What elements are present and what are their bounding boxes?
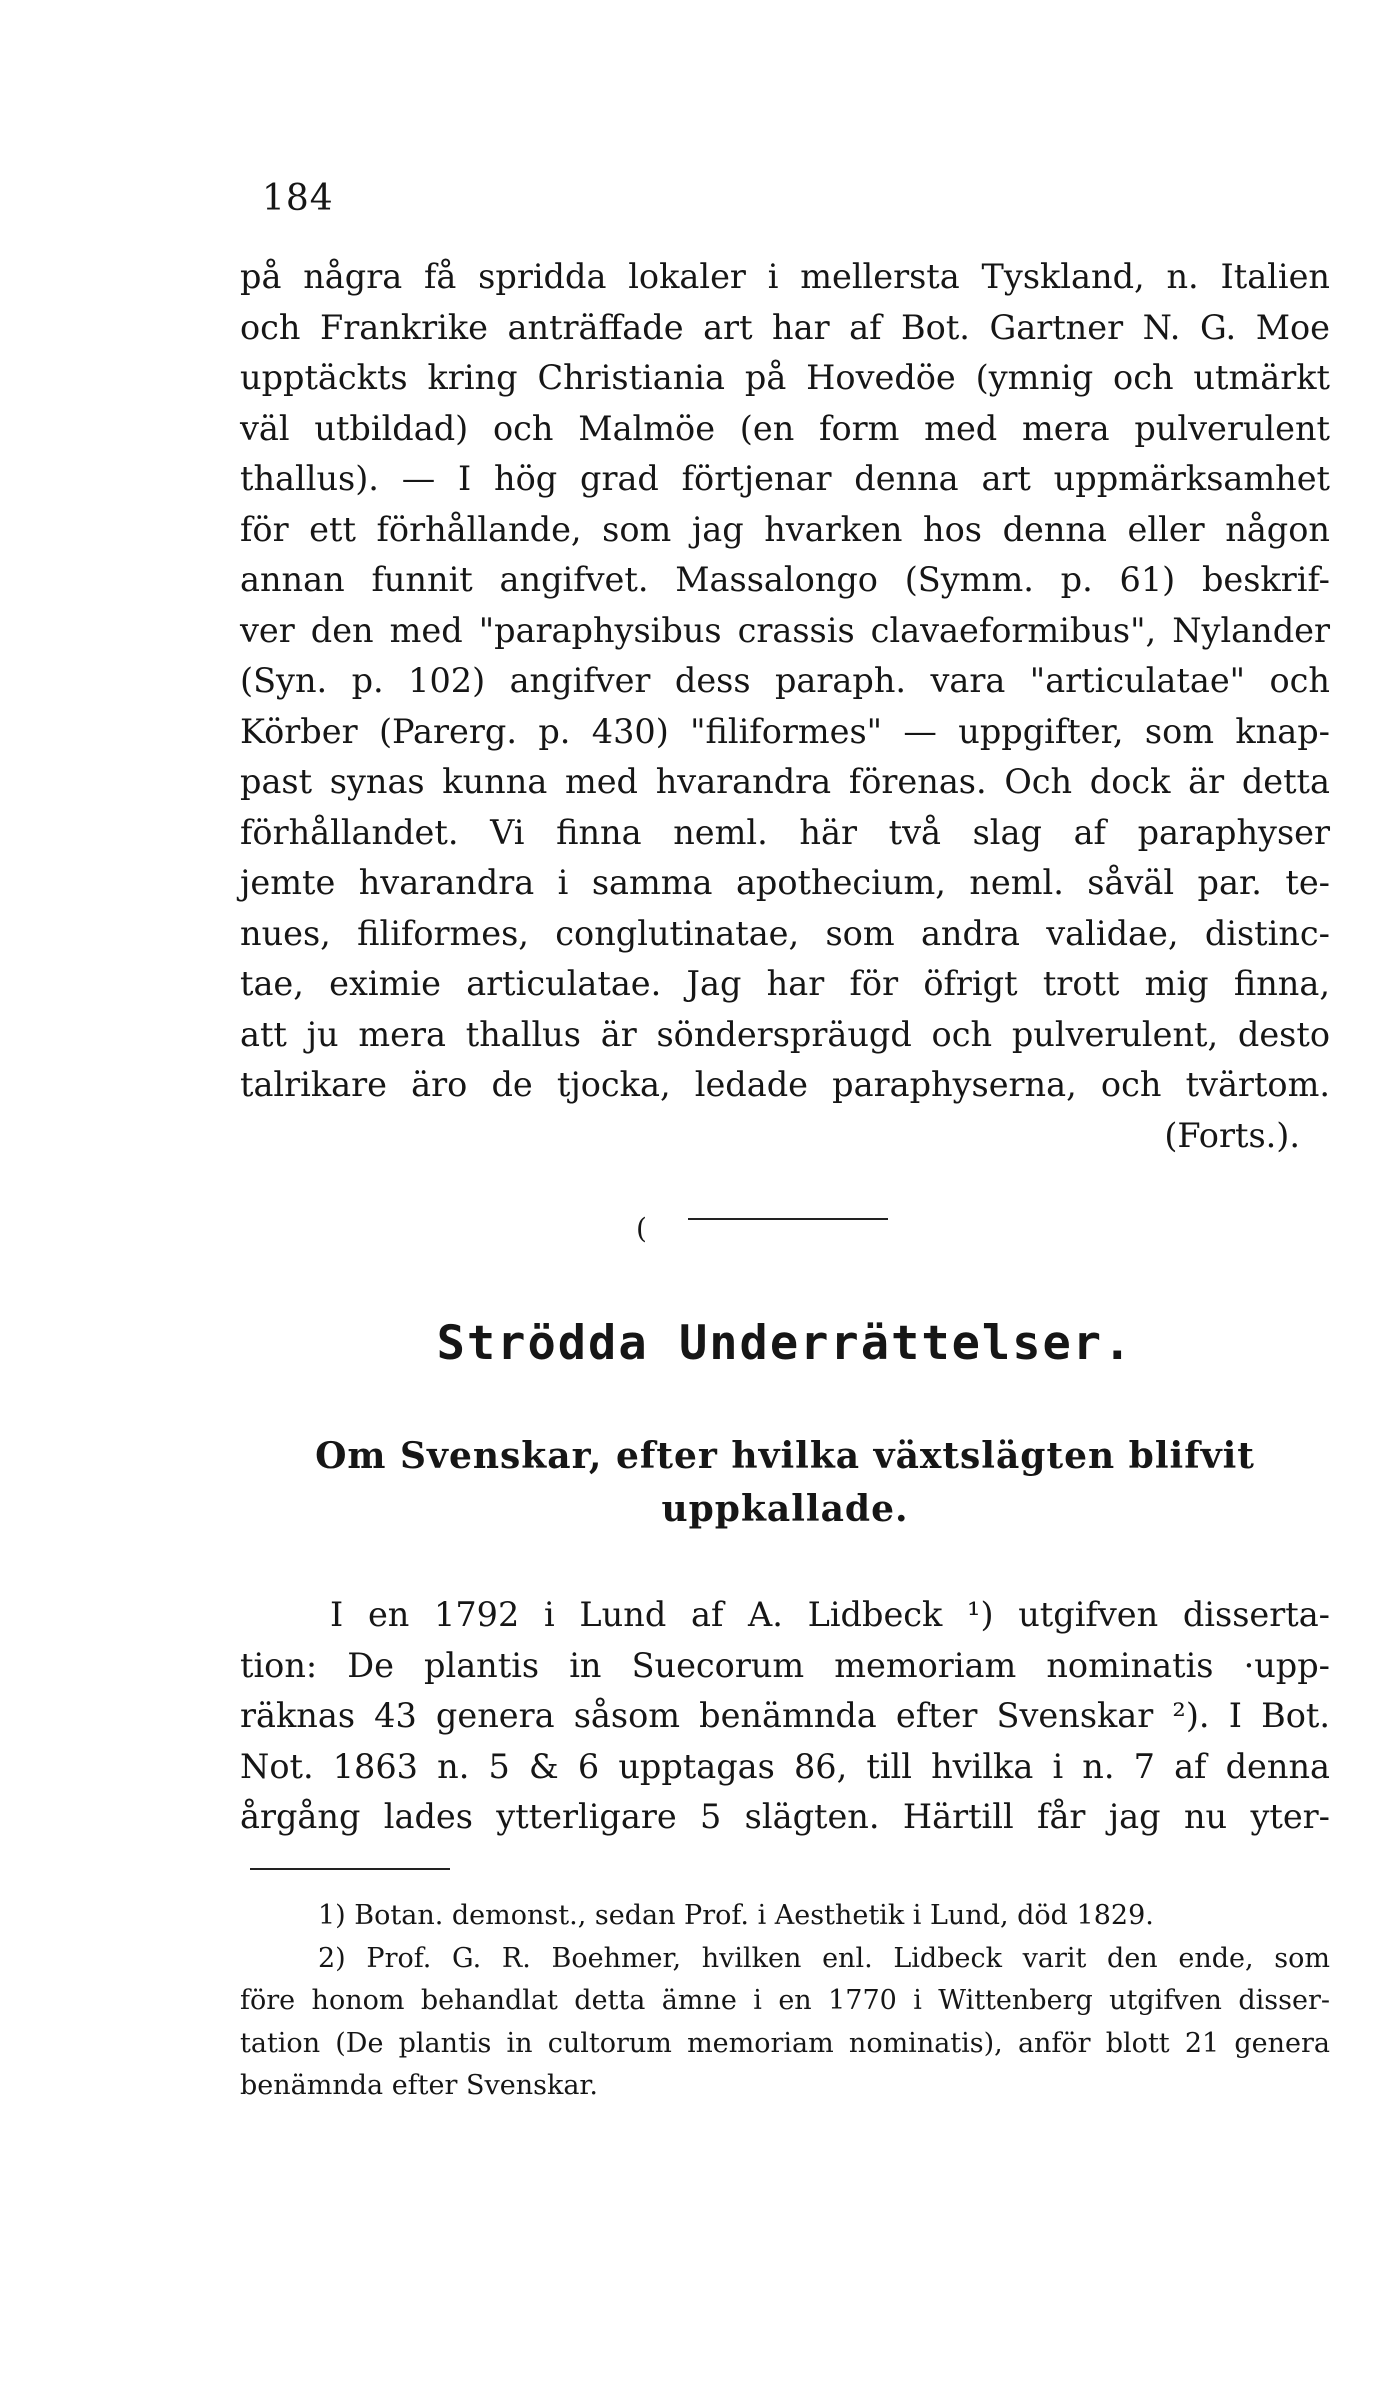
text-line: Not. 1863 n. 5 & 6 upptagas 86, till hvilka i n. 7 af denna	[240, 1746, 1330, 1786]
footnote-2-line: tation (De plantis in cultorum memoriam nominatis), anför blott 21 genera	[240, 2027, 1330, 2059]
continuation-note: (Forts.).	[1164, 1115, 1300, 1155]
text-line: och Frankrike anträffade art har af Bot. Gartner N. G. Moe	[240, 307, 1330, 347]
text-line: I en 1792 i Lund af A. Lidbeck ¹) utgifven disserta-	[330, 1595, 1330, 1634]
page-number: 184	[262, 178, 334, 219]
paragraph-continuation	[240, 252, 1330, 1161]
article-paragraph	[240, 1590, 1330, 1843]
text-line: tae, eximie articulatae. Jag har för öfrigt trott mig finna,	[240, 964, 1330, 1003]
text-line: tion: De plantis in Suecorum memoriam nominatis ·upp-	[240, 1645, 1330, 1685]
separator-rule	[688, 1218, 888, 1220]
footnote-rule	[250, 1868, 450, 1870]
text-line: nues, filiformes, conglutinatae, som andra validae, distinc-	[240, 913, 1330, 953]
text-line: räknas 43 genera såsom benämnda efter Svenskar ²). I Bot.	[240, 1696, 1330, 1735]
article-title-line-1: Om Svenskar, efter hvilka växtslägten blifvit	[315, 1435, 1255, 1477]
text-line: thallus). — I hög grad förtjenar denna art uppmärksamhet	[240, 459, 1330, 498]
footnote-2-line: före honom behandlat detta ämne i en 1770 i Wittenberg utgifven disser-	[240, 1985, 1330, 2016]
text-line: väl utbildad) och Malmöe (en form med mera pulverulent	[240, 408, 1330, 448]
text-line: jemte hvarandra i samma apothecium, neml. såväl par. te-	[240, 863, 1330, 902]
footnote-1: 1) Botan. demonst., sedan Prof. i Aesthetik i Lund, död 1829.	[318, 1900, 1154, 1931]
text-line: annan funnit angifvet. Massalongo (Symm. p. 61) beskrif-	[240, 560, 1330, 599]
text-line: talrikare äro de tjocka, ledade paraphyserna, och tvärtom.	[240, 1065, 1330, 1104]
separator-mark: (	[636, 1212, 647, 1245]
text-line: årgång lades ytterligare 5 slägten. Härtill får jag nu yter-	[240, 1797, 1330, 1836]
text-line: ver den med "paraphysibus crassis clavaeformibus", Nylander	[240, 610, 1330, 650]
text-line: på några få spridda lokaler i mellersta Tyskland, n. Italien	[240, 257, 1330, 296]
footnote-2-line: 2) Prof. G. R. Boehmer, hvilken enl. Lidbeck varit den ende, som	[318, 1942, 1330, 1974]
text-line: för ett förhållande, som jag hvarken hos denna eller någon	[240, 509, 1330, 549]
text-line: förhållandet. Vi finna neml. här två slag af paraphyser	[240, 812, 1330, 852]
text-line: (Syn. p. 102) angifver dess paraph. vara "articulatae" och	[240, 661, 1330, 700]
text-line: upptäckts kring Christiania på Hovedöe (ymnig och utmärkt	[240, 358, 1330, 397]
text-line: Körber (Parerg. p. 430) "filiformes" — uppgifter, som knap-	[240, 711, 1330, 751]
text-line: att ju mera thallus är sönderspräugd och pulverulent, desto	[240, 1014, 1330, 1054]
article-title-line-2: uppkallade.	[661, 1488, 909, 1530]
footnote-2-line: benämnda efter Svenskar.	[240, 2070, 598, 2101]
text-line: past synas kunna med hvarandra förenas. Och dock är detta	[240, 762, 1330, 801]
section-heading: Strödda Underrättelser.	[436, 1316, 1134, 1371]
footnotes	[240, 1895, 1330, 2108]
